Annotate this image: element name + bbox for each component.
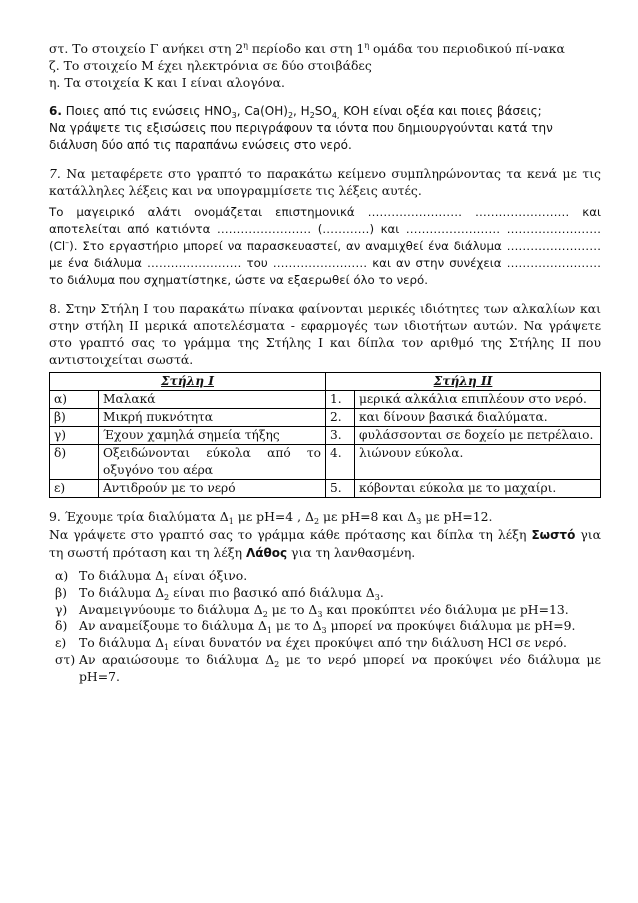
subscript: 1 (266, 626, 272, 636)
question-text: , Ca(OH) (236, 103, 288, 118)
list-item (55, 602, 601, 619)
question-text: με pH=8 και Δ (319, 509, 417, 525)
question-8-intro: 8. Στην Στήλη Ι του παρακάτω πίνακα φαίνονται μερικές ιδιότητες των αλκαλίων και στην στήλη ΙΙ μερικά αποτελέσματα - εφαρμογές των ιδιοτήτων αυτών. Να γράψετε στο γραπτό σας το γράμμα της Στήλης Ι και δίπλα τον αριθμό της Στήλης ΙΙ που αντιστοιχείται σωστά. (49, 300, 601, 368)
text-part: με το Δ (271, 618, 322, 634)
row-letter: β) (50, 409, 99, 427)
row-result: φυλάσσονται σε δοχείο με πετρέλαιο. (355, 427, 601, 445)
list-item (55, 618, 601, 635)
statement-list (49, 568, 601, 686)
item-z (49, 57, 601, 74)
subscript: 1 (164, 576, 170, 586)
word-true: Σωστό (531, 527, 576, 542)
row-letter: δ) (50, 445, 99, 480)
subscript: 1 (228, 517, 234, 527)
item-label: ε) (55, 635, 67, 651)
item-label: α) (55, 568, 69, 584)
list-item (55, 652, 601, 686)
subscript: 2 (287, 110, 294, 120)
text-part: Αν αναμείξουμε το διάλυμα Δ (79, 618, 267, 634)
question-8 (49, 300, 601, 499)
text-part: είναι όξινο. (169, 568, 248, 584)
table-row (50, 445, 601, 480)
subscript: 1 (164, 643, 170, 653)
item-label: στ. (49, 41, 69, 56)
row-result: λιώνουν εύκολα. (355, 445, 601, 480)
item-label: ζ. (49, 58, 60, 74)
question-9-line2 (49, 526, 601, 562)
subscript: 2 (262, 609, 268, 619)
text-part: Αναμειγνύουμε το διάλυμα Δ (79, 601, 263, 617)
row-number: 1. (326, 391, 355, 409)
row-property: Έχουν χαμηλά σημεία τήξης (99, 427, 326, 445)
text-part: Αν αραιώσουμε το διάλυμα Δ (79, 652, 275, 668)
superscript: η (243, 41, 248, 50)
list-item (55, 568, 601, 585)
column-header-2: Στήλη ΙΙ (326, 373, 601, 391)
subscript: 3 (231, 110, 237, 120)
question-6 (49, 103, 601, 155)
text-part: . (379, 584, 384, 600)
question-7 (49, 165, 601, 289)
list-item (55, 635, 601, 652)
row-property: Οξειδώνονται εύκολα από το οξυγόνο του αέρα (99, 445, 326, 480)
item-text (79, 618, 601, 635)
list-item (55, 585, 601, 602)
subscript: 2 (313, 517, 320, 527)
subscript: 2 (309, 110, 315, 120)
item-text: Το στοιχείο Μ έχει ηλεκτρόνια σε δύο στοιβάδες (63, 58, 372, 74)
text-part: Το διάλυμα Δ (79, 568, 165, 584)
word-false: Λάθος (245, 545, 288, 560)
superscript: – (65, 238, 70, 248)
row-result: μερικά αλκάλια επιπλέουν στο νερό. (355, 391, 601, 409)
question-text: για τη σωστή πρόταση και τη λέξη (49, 526, 601, 560)
question-text: Να μεταφέρετε στο γραπτό το παρακάτω κείμενο συμπληρώνοντας τα κενά με τις κατάλληλες λέξεις και να υπογραμμίσετε τις λέξεις αυτές. (49, 166, 601, 199)
item-text: περίοδο και στη 1 (247, 41, 365, 56)
item-label: η. (49, 75, 61, 91)
subscript: 3 (321, 626, 327, 636)
item-st (49, 40, 601, 57)
subscript: 3 (416, 517, 422, 527)
passage-text: ). Στο εργαστήριο μπορεί να παρασκευαστεί, αν αναμιχθεί ένα διάλυμα …………………… με ένα διάλυμα …………………… του …………………… και αν στην συνέχεια …………………… το διάλυμα που σχηματίστηκε, ώστε να εξαερωθεί όλο το νερό. (49, 239, 601, 288)
row-result: και δίνουν βασικά διαλύματα. (355, 409, 601, 427)
question-text: 9. Έχουμε τρία διαλύματα Δ (49, 509, 229, 525)
text-part: και προκύπτει νέο διάλυμα με pH=13. (322, 601, 569, 617)
table-row (50, 409, 601, 427)
item-text (79, 602, 601, 619)
superscript: η (364, 41, 370, 50)
document-page (49, 40, 601, 686)
table-row (50, 391, 601, 409)
item-text (79, 652, 601, 686)
question-9-line1 (49, 508, 601, 525)
subscript: 3 (374, 592, 380, 602)
question-text: KOH είναι οξέα και ποιες βάσεις; (339, 103, 542, 118)
item-text: Το στοιχείο Γ ανήκει στη 2 (72, 41, 244, 56)
text-part: είναι πιο βασικό από διάλυμα Δ (169, 584, 375, 600)
question-text: Ποιες από τις ενώσεις HNO (61, 103, 232, 118)
item-label: β) (55, 584, 67, 600)
row-number: 2. (326, 409, 355, 427)
subscript: 2 (274, 660, 280, 670)
question-9 (49, 508, 601, 685)
question-number: 7. (49, 166, 61, 182)
row-number: 4. (326, 445, 355, 480)
item-label: δ) (55, 618, 68, 634)
row-property: Αντιδρούν με το νερό (99, 480, 326, 498)
item-text: Τα στοιχεία Κ και Ι είναι αλογόνα. (64, 75, 285, 91)
subscript: 3 (317, 609, 323, 619)
question-number: 6. (49, 103, 62, 118)
text-part: Το διάλυμα Δ (79, 584, 165, 600)
row-result: κόβονται εύκολα με το μαχαίρι. (355, 480, 601, 498)
row-letter: α) (50, 391, 99, 409)
question-6-line1 (49, 103, 601, 120)
table-row (50, 427, 601, 445)
question-text: για τη λανθασμένη. (287, 544, 416, 560)
question-text: με pH=12. (421, 509, 493, 525)
question-text: με pH=4 , Δ (233, 509, 314, 525)
row-letter: γ) (50, 427, 99, 445)
item-text: ομάδα του περιοδικού πί-νακα (369, 41, 565, 56)
table-header-row (50, 373, 601, 391)
row-number: 5. (326, 480, 355, 498)
question-6-line2: Να γράψετε τις εξισώσεις που περιγράφουν τα ιόντα που δημιουργούνται κατά την διάλυση δύο από τις παραπάνω ενώσεις στο νερό. (49, 120, 553, 153)
column-header-1: Στήλη Ι (50, 373, 326, 391)
text-part: είναι δυνατόν να έχει προκύψει από την διάλυση HCl σε νερό. (169, 635, 567, 651)
subscript: 2 (164, 592, 170, 602)
text-part: Το διάλυμα Δ (79, 635, 165, 651)
passage-text: Το μαγειρικό αλάτι ονομάζεται επιστημονικά …………………… …………………… και αποτελείται από κατιόντα …………………… (…………) και …………………… …………………… (Cl (49, 204, 601, 254)
item-label: στ) (55, 652, 76, 668)
item-text (79, 635, 601, 652)
subscript: 4, (331, 110, 340, 120)
row-property: Μαλακά (99, 391, 326, 409)
question-7-prompt (49, 165, 601, 199)
text-part: μπορεί να προκύψει διάλυμα με pH=9. (326, 618, 576, 634)
table-row (50, 480, 601, 498)
question-7-passage (49, 204, 601, 290)
row-number: 3. (326, 427, 355, 445)
question-text: Να γράψετε στο γραπτό σας το γράμμα κάθε πρότασης και δίπλα τη λέξη (49, 526, 532, 542)
text-part: με το νερό μπορεί να προκύψει νέο διάλυμα με pH=7. (79, 652, 601, 684)
question-text: , H (293, 103, 310, 118)
row-letter: ε) (50, 480, 99, 498)
item-label: γ) (55, 601, 68, 617)
row-property: Μικρή πυκνότητα (99, 409, 326, 427)
item-i (49, 74, 601, 91)
item-text (79, 568, 601, 585)
question-text: SO (314, 103, 332, 118)
text-part: με το Δ (267, 601, 318, 617)
item-text (79, 585, 601, 602)
matching-table (49, 372, 601, 498)
